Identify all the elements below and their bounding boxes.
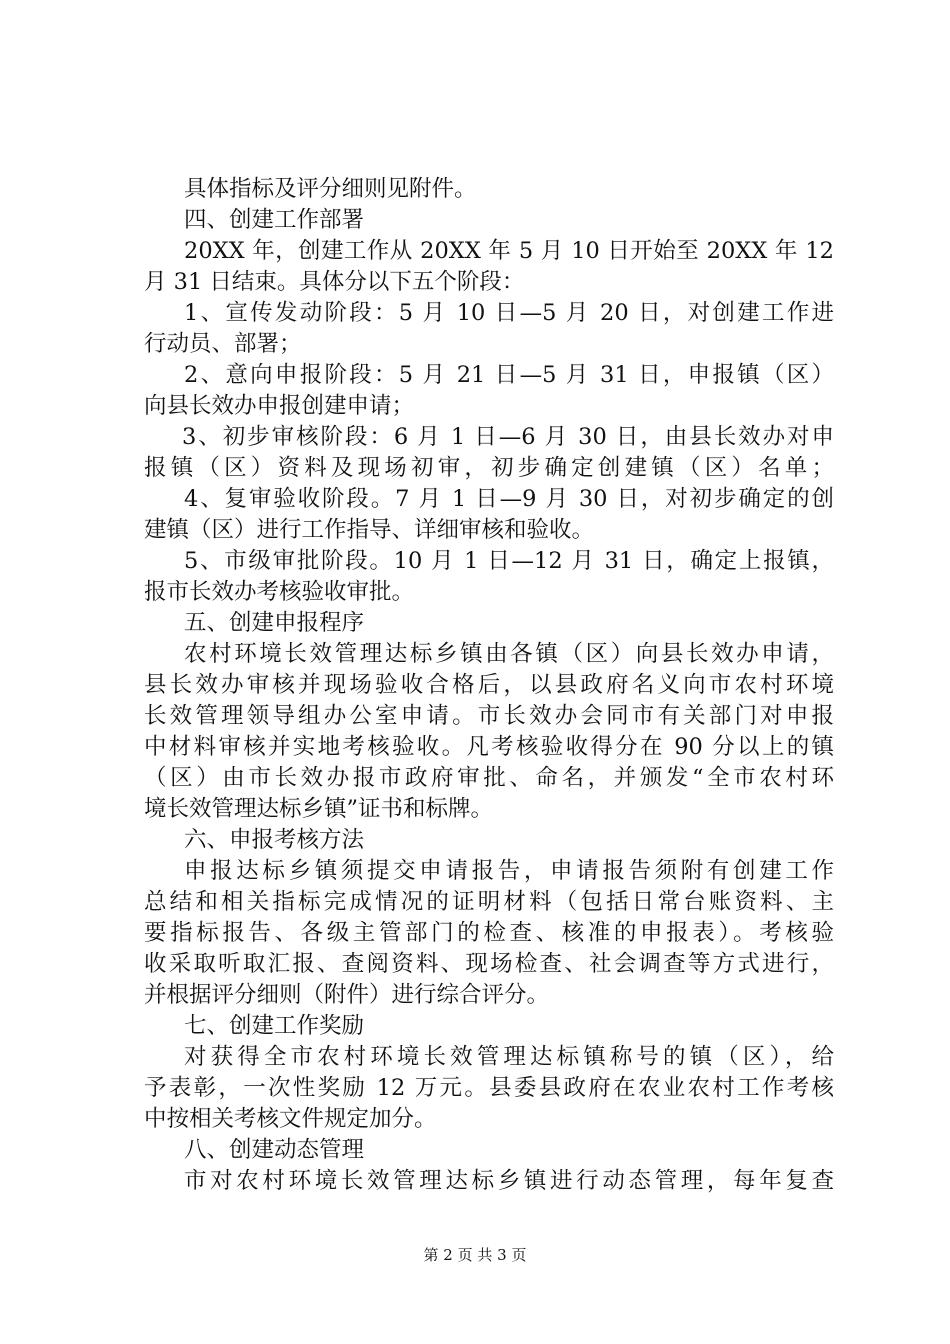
document-body [144, 174, 834, 1197]
text-line: 申报达标乡镇须提交申请报告，申请报告须附有创建工作 [184, 858, 834, 884]
text-line: 20XX 年，创建工作从 20XX 年 5 月 10 日开始至 20XX 年 12 [184, 238, 834, 264]
text-line: 长效管理领导组办公室申请。市长效办会同市有关部门对申报 [144, 703, 834, 729]
text-line: 总结和相关指标完成情况的证明材料（包括日常台账资料、主 [144, 889, 834, 915]
text-line: 收采取听取汇报、查阅资料、现场检查、社会调查等方式进行， [144, 951, 834, 977]
text-line: 5、市级审批阶段。10 月 1 日—12 月 31 日，确定上报镇， [184, 548, 834, 574]
text-line: 行动员、部署； [144, 331, 302, 357]
text-line: 报市长效办考核验收审批。 [144, 579, 415, 605]
text-line: 月 31 日结束。具体分以下五个阶段： [144, 269, 525, 295]
text-line: 建镇（区）进行工作指导、详细审核和验收。 [144, 517, 595, 543]
text-line: 4、复审验收阶段。7 月 1 日—9 月 30 日，对初步确定的创 [184, 486, 834, 512]
text-line: 报镇（区）资料及现场初审，初步确定创建镇（区）名单； [144, 455, 834, 481]
text-line: 县长效办审核并现场验收合格后，以县政府名义向市农村环境 [144, 672, 834, 698]
text-line: 五、创建申报程序 [184, 610, 365, 636]
text-line: 2、意向申报阶段：5 月 21 日—5 月 31 日，申报镇（区） [184, 362, 834, 388]
text-line: 六、申报考核方法 [184, 827, 365, 853]
page-footer [0, 1245, 950, 1265]
text-line: 农村环境长效管理达标乡镇由各镇（区）向县长效办申请， [184, 641, 834, 667]
text-line: 具体指标及评分细则见附件。 [184, 176, 477, 202]
text-line: （区）由市长效办报市政府审批、命名，并颁发“全市农村环 [144, 765, 834, 791]
text-line: 1、宣传发动阶段：5 月 10 日—5 月 20 日，对创建工作进 [184, 300, 834, 326]
text-line: 对获得全市农村环境长效管理达标镇称号的镇（区），给 [184, 1044, 834, 1070]
page-number-label: 第 2 页 共 3 页 [423, 1246, 527, 1264]
text-line: 要指标报告、各级主管部门的检查、核准的申报表）。考核验 [144, 920, 834, 946]
text-line: 中材料审核并实地考核验收。凡考核验收得分在 90 分以上的镇 [144, 734, 834, 760]
text-line: 向县长效办申报创建申请； [144, 393, 415, 419]
text-line: 中按相关考核文件规定加分。 [144, 1106, 437, 1132]
text-line: 3、初步审核阶段：6 月 1 日—6 月 30 日，由县长效办对申 [182, 424, 834, 450]
text-line: 境长效管理达标乡镇”证书和标牌。 [144, 796, 494, 822]
text-line: 八、创建动态管理 [184, 1137, 365, 1163]
text-line: 七、创建工作奖励 [184, 1013, 365, 1039]
text-line: 市对农村环境长效管理达标乡镇进行动态管理，每年复查 [184, 1168, 834, 1194]
text-line: 予表彰，一次性奖励 12 万元。县委县政府在农业农村工作考核 [144, 1075, 834, 1101]
text-line: 并根据评分细则（附件）进行综合评分。 [144, 982, 550, 1008]
text-line: 四、创建工作部署 [184, 207, 365, 233]
